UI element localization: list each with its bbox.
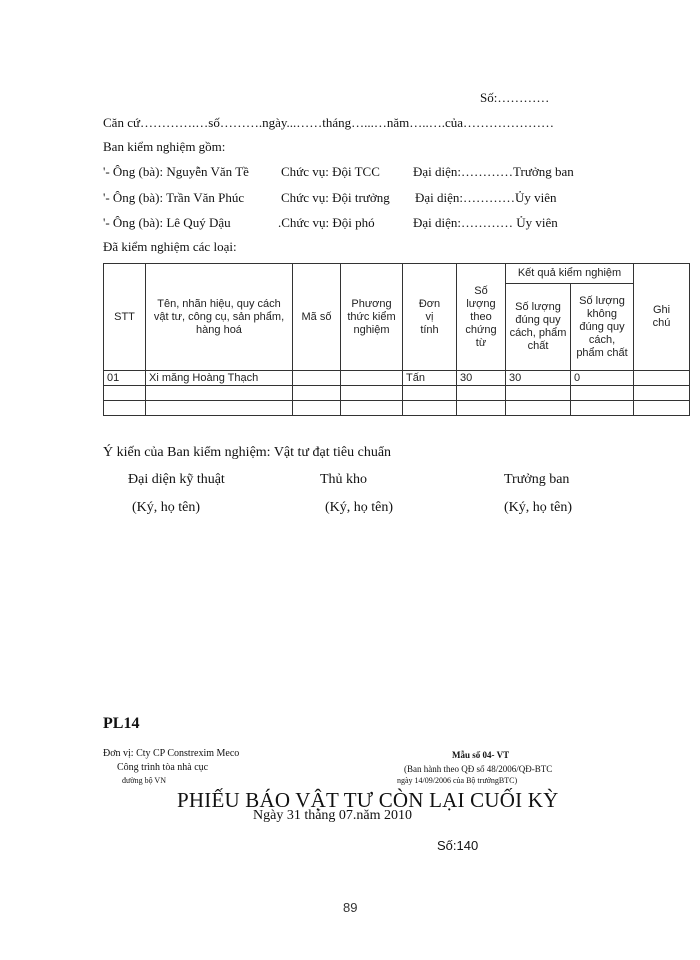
cell-code <box>293 386 341 401</box>
header-noncompliant-qty: Số lượng không đúng quy cách, phẩm chất <box>571 284 634 371</box>
header-stt: STT <box>104 264 146 371</box>
unit-project-cont: đường bộ VN <box>122 776 166 785</box>
table-row <box>104 371 690 386</box>
member-name: '- Ông (bà): Nguyễn Văn Tề <box>103 164 249 179</box>
document-number-140: Số:140 <box>437 838 479 853</box>
form-regulation: (Ban hành theo QĐ số 48/2006/QĐ-BTC <box>404 764 553 774</box>
document-date: Ngày 31 tháng 07.năm 2010 <box>253 808 413 823</box>
cell-doc-quantity: 30 <box>457 371 506 386</box>
cell-method <box>341 371 403 386</box>
inspected-items-heading: Đã kiểm nghiệm các loại: <box>103 239 237 254</box>
cell-unit <box>403 386 457 401</box>
legal-basis-line: Căn cứ………….…số……….ngày...……tháng…...…năm…..….của………………… <box>103 115 555 130</box>
table-row <box>104 386 690 401</box>
cell-noncompliant-qty: 0 <box>571 371 634 386</box>
cell-compliant-qty <box>506 386 571 401</box>
cell-notes <box>634 386 690 401</box>
cell-unit <box>403 401 457 416</box>
cell-code <box>293 371 341 386</box>
header-compliant-qty: Số lượng đúng quy cách, phẩm chất <box>506 284 571 371</box>
document-number: Số:………… <box>480 90 550 105</box>
header-notes: Ghi chú <box>634 264 690 371</box>
header-method: Phương thức kiểm nghiệm <box>341 264 403 371</box>
form-regulation-date: ngày 14/09/2006 của Bộ trưởngBTC) <box>397 776 518 785</box>
signature-role-head: Trưởng ban <box>504 472 570 487</box>
cell-stt <box>104 401 146 416</box>
signature-note: (Ký, họ tên) <box>132 500 201 515</box>
page-number: 89 <box>343 900 358 915</box>
cell-method <box>341 386 403 401</box>
member-position: .Chức vụ: Đội phó <box>278 215 375 230</box>
table-row <box>104 401 690 416</box>
signature-note: (Ký, họ tên) <box>325 500 394 515</box>
appendix-label: PL14 <box>103 715 140 732</box>
member-name: '- Ông (bà): Lê Quý Dậu <box>103 215 231 230</box>
cell-item-name <box>146 401 293 416</box>
cell-compliant-qty <box>506 401 571 416</box>
committee-opinion: Ý kiến của Ban kiểm nghiệm: Vật tư đạt tiêu chuẩn <box>103 445 392 460</box>
form-number: Mẫu số 04- VT <box>452 750 510 760</box>
member-name: '- Ông (bà): Trần Văn Phúc <box>103 190 245 205</box>
cell-item-name <box>146 386 293 401</box>
header-inspection-result: Kết quả kiểm nghiệm <box>506 264 634 284</box>
header-code: Mã số <box>293 264 341 371</box>
cell-notes <box>634 401 690 416</box>
header-unit: Đơn vị tính <box>403 264 457 371</box>
inspection-table <box>103 263 690 416</box>
cell-noncompliant-qty <box>571 401 634 416</box>
member-position: Chức vụ: Đội TCC <box>281 164 380 179</box>
cell-notes <box>634 371 690 386</box>
signature-role-storekeeper: Thủ kho <box>320 472 368 487</box>
cell-noncompliant-qty <box>571 386 634 401</box>
signature-role-technical: Đại diện kỹ thuật <box>128 472 225 487</box>
header-doc-quantity: Số lượng theo chứng từ <box>457 264 506 371</box>
unit-name: Đơn vị: Cty CP Constrexim Meco <box>103 748 240 759</box>
cell-stt: 01 <box>104 371 146 386</box>
committee-heading: Ban kiểm nghiệm gồm: <box>103 139 226 154</box>
cell-doc-quantity <box>457 386 506 401</box>
cell-compliant-qty: 30 <box>506 371 571 386</box>
cell-code <box>293 401 341 416</box>
cell-item-name: Xi măng Hoàng Thạch <box>146 371 293 386</box>
member-role: Đại diện:…………Trưởng ban <box>413 164 574 179</box>
cell-unit: Tấn <box>403 371 457 386</box>
member-role: Đại diện:………… Ủy viên <box>413 215 558 230</box>
cell-doc-quantity <box>457 401 506 416</box>
unit-project: Công trình tòa nhà cục <box>117 762 209 773</box>
document-title: PHIẾU BÁO VẬT TƯ CÒN LẠI CUỐI KỲ <box>177 788 559 812</box>
cell-stt <box>104 386 146 401</box>
signature-note: (Ký, họ tên) <box>504 500 573 515</box>
member-position: Chức vụ: Đội trưởng <box>281 190 390 205</box>
header-item-name: Tên, nhãn hiệu, quy cách vật tư, công cụ, sản phẩm, hàng hoá <box>146 264 293 371</box>
cell-method <box>341 401 403 416</box>
member-role: Đại diện:…………Ủy viên <box>415 190 557 205</box>
